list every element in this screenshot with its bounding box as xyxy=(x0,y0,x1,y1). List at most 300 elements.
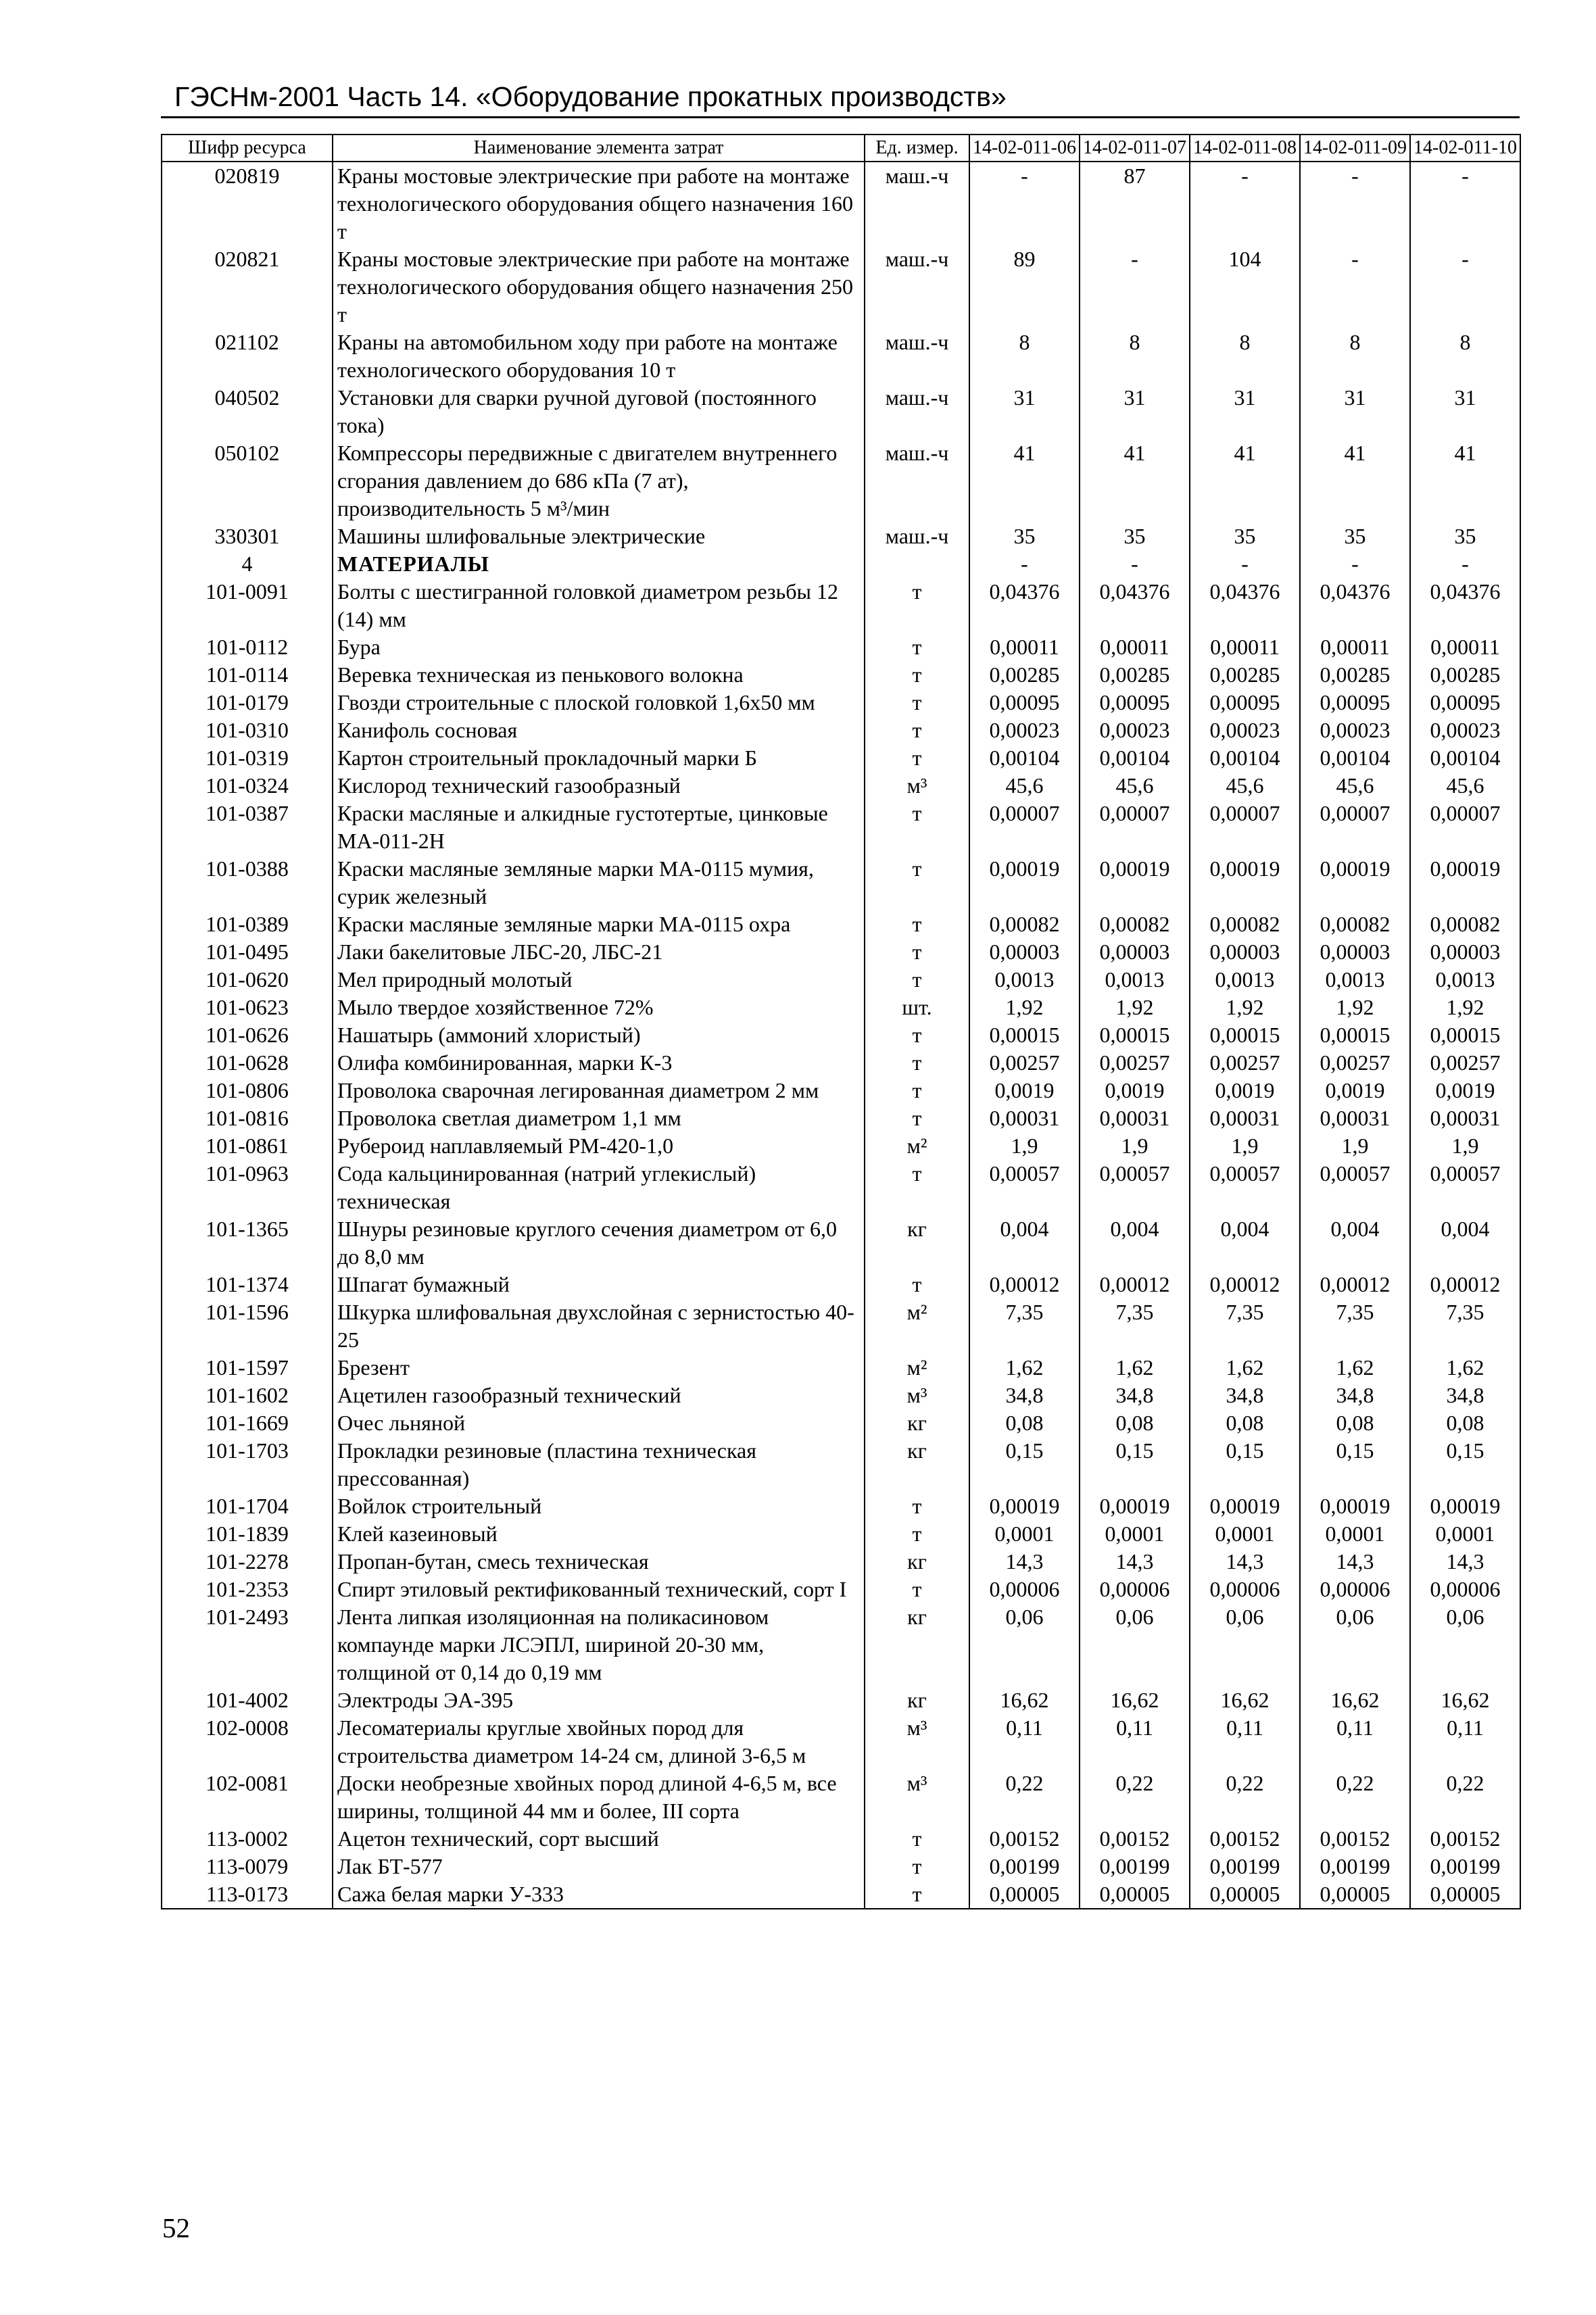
table-row xyxy=(162,1298,1520,1354)
resource-unit: т xyxy=(865,855,969,910)
norm-value: 0,00019 xyxy=(969,1492,1080,1520)
norm-value: 0,00104 xyxy=(969,744,1080,772)
norm-value: - xyxy=(1300,162,1410,245)
resource-name: Проволока сварочная легированная диаметром 2 мм xyxy=(333,1077,865,1104)
norm-value: 16,62 xyxy=(1410,1686,1520,1714)
norm-value: 0,00015 xyxy=(1300,1021,1410,1049)
table-row xyxy=(162,1409,1520,1437)
table-row xyxy=(162,1104,1520,1132)
norm-value: 35 xyxy=(1410,522,1520,550)
resource-unit: маш.-ч xyxy=(865,439,969,522)
resource-unit: м² xyxy=(865,1132,969,1160)
resource-unit: т xyxy=(865,1853,969,1880)
norm-value: 104 xyxy=(1190,245,1300,328)
norm-value: 0,00095 xyxy=(1190,689,1300,716)
norm-value: 0,00082 xyxy=(1300,910,1410,938)
norm-value: 7,35 xyxy=(1300,1298,1410,1354)
resource-code: 101-0861 xyxy=(162,1132,333,1160)
norm-value: 0,22 xyxy=(1410,1770,1520,1825)
resource-unit: маш.-ч xyxy=(865,162,969,245)
norm-value: 41 xyxy=(969,439,1080,522)
norm-value: 0,00285 xyxy=(1080,661,1190,689)
norm-value: 8 xyxy=(1300,328,1410,384)
norm-value: 0,00007 xyxy=(1300,800,1410,855)
norm-value: 14,3 xyxy=(1080,1548,1190,1576)
norm-value: 0,00199 xyxy=(1410,1853,1520,1880)
norm-value: 0,00257 xyxy=(969,1049,1080,1077)
norm-value: 0,00285 xyxy=(1190,661,1300,689)
norm-value: 41 xyxy=(1300,439,1410,522)
resource-name: Лесоматериалы круглые хвойных пород для строительства диаметром 14-24 см, длиной 3-6,5 м xyxy=(333,1714,865,1770)
norm-value: 14,3 xyxy=(1190,1548,1300,1576)
resource-name: Шпагат бумажный xyxy=(333,1271,865,1298)
resource-name: Установки для сварки ручной дуговой (постоянного тока) xyxy=(333,384,865,439)
table-row xyxy=(162,1271,1520,1298)
norm-value: 35 xyxy=(1300,522,1410,550)
col-header-norm: 14-02-011-06 xyxy=(969,135,1080,162)
norm-value: 0,00057 xyxy=(969,1160,1080,1215)
resource-unit: шт. xyxy=(865,994,969,1021)
norm-value: - xyxy=(1190,550,1300,578)
resource-code: 101-1669 xyxy=(162,1409,333,1437)
resource-unit xyxy=(865,550,969,578)
norm-value: 7,35 xyxy=(1080,1298,1190,1354)
norm-value: 0,00023 xyxy=(1190,716,1300,744)
norm-value: 0,0013 xyxy=(1080,966,1190,994)
norm-value: 0,22 xyxy=(969,1770,1080,1825)
resource-unit: маш.-ч xyxy=(865,522,969,550)
norm-value: 0,00082 xyxy=(969,910,1080,938)
norm-value: 0,00057 xyxy=(1190,1160,1300,1215)
table-row xyxy=(162,994,1520,1021)
resource-code: 101-1704 xyxy=(162,1492,333,1520)
resource-unit: т xyxy=(865,1880,969,1909)
norm-value: 0,00015 xyxy=(1410,1021,1520,1049)
norm-value: - xyxy=(1190,162,1300,245)
norm-value: 0,00031 xyxy=(969,1104,1080,1132)
resource-code: 101-0389 xyxy=(162,910,333,938)
page-title: ГЭСНм-2001 Часть 14. «Оборудование прокатных производств» xyxy=(174,81,1007,112)
table-row xyxy=(162,1714,1520,1770)
norm-value: 0,15 xyxy=(1410,1437,1520,1492)
resource-code: 101-0324 xyxy=(162,772,333,800)
resource-unit: т xyxy=(865,578,969,633)
norm-value: 0,08 xyxy=(969,1409,1080,1437)
table-row xyxy=(162,966,1520,994)
norm-value: - xyxy=(969,162,1080,245)
table-row xyxy=(162,661,1520,689)
resource-name: Шкурка шлифовальная двухслойная с зернистостью 40-25 xyxy=(333,1298,865,1354)
norm-value: 34,8 xyxy=(1300,1382,1410,1409)
resource-name: Мел природный молотый xyxy=(333,966,865,994)
norm-value: 0,0019 xyxy=(1410,1077,1520,1104)
norm-value: 0,00257 xyxy=(1410,1049,1520,1077)
norm-value: 0,00257 xyxy=(1080,1049,1190,1077)
resource-name: Сажа белая марки У-333 xyxy=(333,1880,865,1909)
norm-value: 0,00023 xyxy=(1080,716,1190,744)
norm-value: 1,92 xyxy=(1190,994,1300,1021)
norm-value: 0,22 xyxy=(1300,1770,1410,1825)
resource-unit: т xyxy=(865,1492,969,1520)
norm-value: 0,0013 xyxy=(969,966,1080,994)
norm-value: 0,04376 xyxy=(1190,578,1300,633)
table-row xyxy=(162,1215,1520,1271)
table-row xyxy=(162,1354,1520,1382)
norm-value: 0,00006 xyxy=(1300,1576,1410,1603)
resource-unit: кг xyxy=(865,1409,969,1437)
norm-value: 0,00003 xyxy=(969,938,1080,966)
resource-unit: т xyxy=(865,661,969,689)
norm-value: 0,00199 xyxy=(1300,1853,1410,1880)
resource-unit: кг xyxy=(865,1215,969,1271)
norm-value: 0,00019 xyxy=(1410,855,1520,910)
norm-value: 0,004 xyxy=(1300,1215,1410,1271)
resource-code: 020819 xyxy=(162,162,333,245)
norm-value: 1,9 xyxy=(969,1132,1080,1160)
norm-value: 87 xyxy=(1080,162,1190,245)
norm-value: 0,0019 xyxy=(1080,1077,1190,1104)
norm-value: 0,08 xyxy=(1410,1409,1520,1437)
resource-name: Войлок строительный xyxy=(333,1492,865,1520)
norm-value: 0,00152 xyxy=(1410,1825,1520,1853)
norm-value: 0,00011 xyxy=(1300,633,1410,661)
table-row xyxy=(162,578,1520,633)
resource-code: 330301 xyxy=(162,522,333,550)
norm-value: 0,00005 xyxy=(1190,1880,1300,1909)
norm-value: 0,0013 xyxy=(1410,966,1520,994)
norm-value: 1,92 xyxy=(1300,994,1410,1021)
resource-code: 102-0008 xyxy=(162,1714,333,1770)
resource-code: 101-2278 xyxy=(162,1548,333,1576)
norm-value: 14,3 xyxy=(969,1548,1080,1576)
table-row xyxy=(162,716,1520,744)
norm-value: 0,00011 xyxy=(1410,633,1520,661)
norm-value: 0,00003 xyxy=(1190,938,1300,966)
resource-name: Мыло твердое хозяйственное 72% xyxy=(333,994,865,1021)
resource-name: Доски необрезные хвойных пород длиной 4-6,5 м, все ширины, толщиной 44 мм и более, III сорта xyxy=(333,1770,865,1825)
norm-value: 16,62 xyxy=(1190,1686,1300,1714)
table-row xyxy=(162,1825,1520,1853)
resource-unit: кг xyxy=(865,1686,969,1714)
norm-value: 0,08 xyxy=(1190,1409,1300,1437)
norm-value: 0,00199 xyxy=(1190,1853,1300,1880)
resource-code: 021102 xyxy=(162,328,333,384)
norm-value: 31 xyxy=(1300,384,1410,439)
norm-value: 0,00082 xyxy=(1190,910,1300,938)
norm-value: 0,06 xyxy=(1080,1603,1190,1686)
norm-value: 0,00095 xyxy=(1080,689,1190,716)
resource-unit: м² xyxy=(865,1298,969,1354)
norm-value: 0,00011 xyxy=(1190,633,1300,661)
norm-value: 41 xyxy=(1410,439,1520,522)
norm-value: 0,00019 xyxy=(1190,855,1300,910)
norm-value: 0,00006 xyxy=(1080,1576,1190,1603)
norm-value: 0,00082 xyxy=(1410,910,1520,938)
resource-name: Краски масляные земляные марки МА-0115 охра xyxy=(333,910,865,938)
norm-value: 0,11 xyxy=(1190,1714,1300,1770)
table-row xyxy=(162,1686,1520,1714)
resource-code: 050102 xyxy=(162,439,333,522)
table-row xyxy=(162,245,1520,328)
norm-value: - xyxy=(1300,245,1410,328)
col-header-norm: 14-02-011-08 xyxy=(1190,135,1300,162)
resource-code: 101-0179 xyxy=(162,689,333,716)
norm-value: 1,62 xyxy=(1190,1354,1300,1382)
norm-value: 89 xyxy=(969,245,1080,328)
norm-value: 45,6 xyxy=(1410,772,1520,800)
norm-value: 1,9 xyxy=(1410,1132,1520,1160)
norm-value: 31 xyxy=(1190,384,1300,439)
norm-value: 0,00031 xyxy=(1300,1104,1410,1132)
resource-unit: кг xyxy=(865,1548,969,1576)
norm-value: 0,00285 xyxy=(1410,661,1520,689)
resource-name: Компрессоры передвижные с двигателем внутреннего сгорания давлением до 686 кПа (7 ат), производительность 5 м³/мин xyxy=(333,439,865,522)
resource-code: 101-1597 xyxy=(162,1354,333,1382)
norm-value: 0,08 xyxy=(1080,1409,1190,1437)
resource-code: 101-0816 xyxy=(162,1104,333,1132)
resource-code: 101-2353 xyxy=(162,1576,333,1603)
norm-value: 0,04376 xyxy=(1300,578,1410,633)
norm-value: 45,6 xyxy=(1190,772,1300,800)
col-header-norm: 14-02-011-07 xyxy=(1080,135,1190,162)
resource-name: Болты с шестигранной головкой диаметром резьбы 12 (14) мм xyxy=(333,578,865,633)
table-row xyxy=(162,1548,1520,1576)
norm-value: 8 xyxy=(1410,328,1520,384)
norm-value: 0,06 xyxy=(1190,1603,1300,1686)
norm-value: 7,35 xyxy=(1410,1298,1520,1354)
resource-name: Краски масляные земляные марки МА-0115 мумия, сурик железный xyxy=(333,855,865,910)
norm-value: 0,00152 xyxy=(1080,1825,1190,1853)
norm-value: 0,00199 xyxy=(1080,1853,1190,1880)
norm-value: 16,62 xyxy=(969,1686,1080,1714)
table-row xyxy=(162,162,1520,245)
norm-value: 1,62 xyxy=(1080,1354,1190,1382)
resource-code: 101-2493 xyxy=(162,1603,333,1686)
resource-name: Ацетилен газообразный технический xyxy=(333,1382,865,1409)
norm-value: 0,00104 xyxy=(1080,744,1190,772)
resource-unit: т xyxy=(865,1520,969,1548)
resource-unit: кг xyxy=(865,1603,969,1686)
resource-code: 101-1374 xyxy=(162,1271,333,1298)
norm-value: 0,00095 xyxy=(1300,689,1410,716)
norm-value: 0,06 xyxy=(1300,1603,1410,1686)
norm-value: 0,00019 xyxy=(1190,1492,1300,1520)
resource-name: Пропан-бутан, смесь техническая xyxy=(333,1548,865,1576)
resource-code: 101-1596 xyxy=(162,1298,333,1354)
resource-name: Краны мостовые электрические при работе на монтаже технологического оборудования общего назначения 160 т xyxy=(333,162,865,245)
norm-value: 0,00003 xyxy=(1410,938,1520,966)
norm-value: - xyxy=(1410,245,1520,328)
norm-value: 0,004 xyxy=(969,1215,1080,1271)
resource-unit: т xyxy=(865,1271,969,1298)
resource-unit: м³ xyxy=(865,1770,969,1825)
norm-value: 41 xyxy=(1080,439,1190,522)
norm-value: 1,62 xyxy=(969,1354,1080,1382)
resource-unit: маш.-ч xyxy=(865,328,969,384)
resource-name: Ацетон технический, сорт высший xyxy=(333,1825,865,1853)
norm-value: 0,00057 xyxy=(1080,1160,1190,1215)
norm-value: 31 xyxy=(969,384,1080,439)
resource-unit: т xyxy=(865,1825,969,1853)
resource-name: Электроды ЭА-395 xyxy=(333,1686,865,1714)
norm-value: 0,00007 xyxy=(1190,800,1300,855)
norm-value: 0,00006 xyxy=(1410,1576,1520,1603)
norm-value: 0,00019 xyxy=(969,855,1080,910)
resource-code: 101-0620 xyxy=(162,966,333,994)
resource-unit: т xyxy=(865,800,969,855)
norm-value: 0,0013 xyxy=(1190,966,1300,994)
resource-name: Краски масляные и алкидные густотертые, цинковые МА-011-2Н xyxy=(333,800,865,855)
norm-value: 0,00199 xyxy=(969,1853,1080,1880)
norm-value: 0,0013 xyxy=(1300,966,1410,994)
norm-value: 0,00012 xyxy=(1190,1271,1300,1298)
norm-value: 0,04376 xyxy=(1080,578,1190,633)
norm-value: 0,00011 xyxy=(1080,633,1190,661)
norm-value: 31 xyxy=(1080,384,1190,439)
resource-unit: м² xyxy=(865,1354,969,1382)
resource-name: Рубероид наплавляемый РМ-420-1,0 xyxy=(333,1132,865,1160)
table-row xyxy=(162,1520,1520,1548)
resource-unit: т xyxy=(865,1104,969,1132)
norm-value: 0,22 xyxy=(1080,1770,1190,1825)
resource-unit: м³ xyxy=(865,772,969,800)
norm-value: - xyxy=(1080,245,1190,328)
resource-unit: т xyxy=(865,689,969,716)
resource-name: Бура xyxy=(333,633,865,661)
norm-value: 35 xyxy=(1190,522,1300,550)
resource-unit: т xyxy=(865,716,969,744)
norm-value: 0,00152 xyxy=(969,1825,1080,1853)
norm-value: 45,6 xyxy=(1300,772,1410,800)
norm-value: 0,00152 xyxy=(1190,1825,1300,1853)
norm-value: 8 xyxy=(969,328,1080,384)
resource-code: 101-0806 xyxy=(162,1077,333,1104)
norm-value: 0,00257 xyxy=(1190,1049,1300,1077)
norm-value: 0,0019 xyxy=(1190,1077,1300,1104)
resource-unit: т xyxy=(865,966,969,994)
norm-value: 0,00023 xyxy=(1410,716,1520,744)
resource-unit: т xyxy=(865,1077,969,1104)
resource-unit: т xyxy=(865,633,969,661)
resource-code: 101-0388 xyxy=(162,855,333,910)
resource-name: Веревка техническая из пенькового волокна xyxy=(333,661,865,689)
norm-value: 0,00104 xyxy=(1190,744,1300,772)
resource-code: 113-0173 xyxy=(162,1880,333,1909)
table-row xyxy=(162,1132,1520,1160)
norm-value: 34,8 xyxy=(1410,1382,1520,1409)
resource-name: Очес льняной xyxy=(333,1409,865,1437)
norm-value: 0,00012 xyxy=(1080,1271,1190,1298)
norm-value: 0,00019 xyxy=(1300,855,1410,910)
resource-code: 040502 xyxy=(162,384,333,439)
norm-value: 0,00015 xyxy=(969,1021,1080,1049)
norm-value: 0,0019 xyxy=(969,1077,1080,1104)
resource-name: Нашатырь (аммоний хлористый) xyxy=(333,1021,865,1049)
norm-value: 45,6 xyxy=(1080,772,1190,800)
col-header-unit: Ед. измер. xyxy=(865,135,969,162)
norm-value: 41 xyxy=(1190,439,1300,522)
norm-value: 0,00057 xyxy=(1300,1160,1410,1215)
resource-code: 101-0319 xyxy=(162,744,333,772)
norm-value: 1,9 xyxy=(1080,1132,1190,1160)
table-row xyxy=(162,1492,1520,1520)
norm-value: 14,3 xyxy=(1300,1548,1410,1576)
resource-name: Картон строительный прокладочный марки Б xyxy=(333,744,865,772)
table-row xyxy=(162,1160,1520,1215)
norm-value: 0,15 xyxy=(1190,1437,1300,1492)
norm-value: 0,00003 xyxy=(1080,938,1190,966)
resource-name: Лаки бакелитовые ЛБС-20, ЛБС-21 xyxy=(333,938,865,966)
resource-name: Спирт этиловый ректификованный технический, сорт I xyxy=(333,1576,865,1603)
norm-value: 0,00257 xyxy=(1300,1049,1410,1077)
norm-value: 34,8 xyxy=(1190,1382,1300,1409)
norm-value: 8 xyxy=(1190,328,1300,384)
norm-value: 0,11 xyxy=(1410,1714,1520,1770)
resource-code: 113-0002 xyxy=(162,1825,333,1853)
resource-name: Олифа комбинированная, марки К-3 xyxy=(333,1049,865,1077)
norm-value: 16,62 xyxy=(1080,1686,1190,1714)
norm-value: 0,00015 xyxy=(1080,1021,1190,1049)
norm-value: - xyxy=(1300,550,1410,578)
resource-code: 101-1365 xyxy=(162,1215,333,1271)
resource-code: 101-0114 xyxy=(162,661,333,689)
resource-name: Сода кальцинированная (натрий углекислый) техническая xyxy=(333,1160,865,1215)
norm-value: 0,00285 xyxy=(1300,661,1410,689)
norm-value: 0,00057 xyxy=(1410,1160,1520,1215)
norm-value: 0,04376 xyxy=(969,578,1080,633)
resource-name: Гвозди строительные с плоской головкой 1,6х50 мм xyxy=(333,689,865,716)
resource-name: Кислород технический газообразный xyxy=(333,772,865,800)
resource-name: Прокладки резиновые (пластина техническая прессованная) xyxy=(333,1437,865,1492)
resource-code: 101-0495 xyxy=(162,938,333,966)
resource-code: 101-0623 xyxy=(162,994,333,1021)
resource-unit: м³ xyxy=(865,1382,969,1409)
norm-value: 14,3 xyxy=(1410,1548,1520,1576)
norm-value: 0,00104 xyxy=(1300,744,1410,772)
resource-unit: т xyxy=(865,744,969,772)
resource-name: Машины шлифовальные электрические xyxy=(333,522,865,550)
table-row xyxy=(162,1382,1520,1409)
table-row xyxy=(162,1770,1520,1825)
norm-value: 0,00104 xyxy=(1410,744,1520,772)
table-row xyxy=(162,1021,1520,1049)
page-number: 52 xyxy=(162,2212,190,2243)
norm-value: 1,9 xyxy=(1190,1132,1300,1160)
norm-value: 1,9 xyxy=(1300,1132,1410,1160)
norm-value: 0,04376 xyxy=(1410,578,1520,633)
norm-value: 35 xyxy=(969,522,1080,550)
table-row xyxy=(162,1853,1520,1880)
norm-value: 0,00012 xyxy=(1410,1271,1520,1298)
table-row xyxy=(162,1576,1520,1603)
resource-name: МАТЕРИАЛЫ xyxy=(333,550,865,578)
norm-value: 0,00005 xyxy=(1300,1880,1410,1909)
resource-code: 101-0091 xyxy=(162,578,333,633)
norm-value: 0,00003 xyxy=(1300,938,1410,966)
norm-value: 8 xyxy=(1080,328,1190,384)
resource-unit: т xyxy=(865,1160,969,1215)
col-header-norm: 14-02-011-09 xyxy=(1300,135,1410,162)
norm-value: 0,15 xyxy=(969,1437,1080,1492)
norm-value: 0,00007 xyxy=(1410,800,1520,855)
norm-value: - xyxy=(1080,550,1190,578)
table-row xyxy=(162,1437,1520,1492)
norm-value: 1,92 xyxy=(1410,994,1520,1021)
table-body xyxy=(162,162,1520,1909)
resource-name: Краны на автомобильном ходу при работе на монтаже технологического оборудования 10 т xyxy=(333,328,865,384)
norm-value: 0,00007 xyxy=(969,800,1080,855)
header-divider xyxy=(161,116,1520,118)
